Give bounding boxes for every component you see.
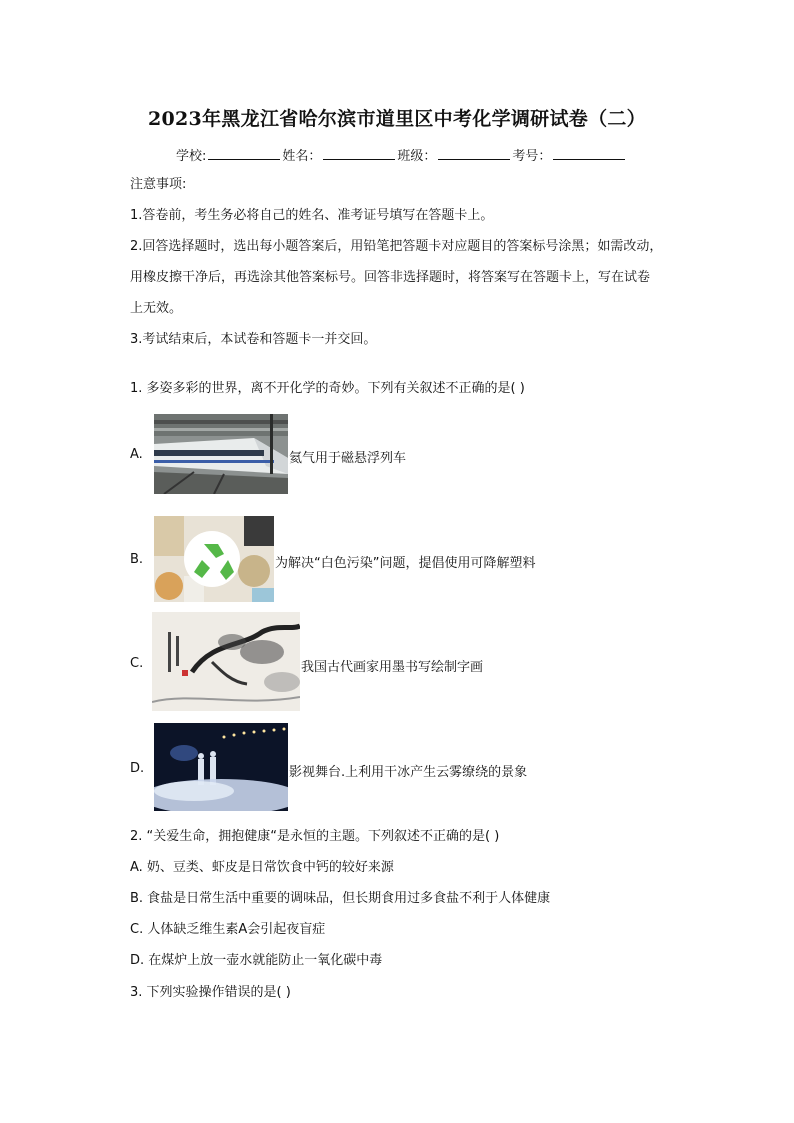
name-blank[interactable] (323, 148, 395, 160)
question-1-stem: 1. 多姿多彩的世界，离不开化学的奇妙。下列有关叙述不正确的是( ) (130, 381, 525, 396)
exam-no-blank[interactable] (553, 148, 625, 160)
q1-option-d-label: D. (130, 761, 145, 776)
notice-item: 3.考试结束后，本试卷和答题卡一并交回。 (130, 332, 377, 347)
q1-option-c-text: 我国古代画家用墨书写绘制字画 (301, 660, 484, 675)
maglev-train-image (154, 414, 288, 494)
class-blank[interactable] (438, 148, 510, 160)
recycling-image (154, 516, 274, 602)
exam-no-label: 考号： (512, 149, 552, 164)
school-blank[interactable] (208, 148, 280, 160)
q1-option-b-text: 为解决“白色污染”问题，提倡使用可降解塑料 (275, 556, 536, 571)
question-3-stem: 3. 下列实验操作错误的是( ) (130, 985, 291, 1000)
q1-option-a-text: 氦气用于磁悬浮列车 (289, 451, 407, 466)
name-label: 姓名： (282, 149, 322, 164)
page-title: 2023年黑龙江省哈尔滨市道里区中考化学调研试卷（二） (148, 108, 646, 130)
class-label: 班级： (397, 149, 437, 164)
notice-item: 上无效。 (130, 301, 183, 316)
q2-option-c: C. 人体缺乏维生素A会引起夜盲症 (130, 922, 326, 937)
q2-option-a: A. 奶、豆类、虾皮是日常饮食中钙的较好来源 (130, 860, 394, 875)
notice-item: 用橡皮擦干净后，再选涂其他答案标号。回答非选择题时，将答案写在答题卡上，写在试卷 (130, 270, 651, 285)
question-2-stem: 2. “关爱生命，拥抱健康“是永恒的主题。下列叙述不正确的是( ) (130, 829, 500, 844)
notice-item: 2.回答选择题时，选出每小题答案后，用铅笔把答题卡对应题目的答案标号涂黑；如需改动， (130, 239, 663, 254)
ink-painting-image (152, 612, 300, 711)
q2-option-d: D. 在煤炉上放一壶水就能防止一氧化碳中毒 (130, 953, 383, 968)
q1-option-c-label: C. (130, 656, 144, 671)
q1-option-b-label: B. (130, 552, 144, 567)
student-info-row (176, 145, 627, 164)
notice-heading: 注意事项: (130, 177, 187, 192)
notice-item: 1.答卷前，考生务必将自己的姓名、准考证号填写在答题卡上。 (130, 208, 494, 223)
q1-option-d-text: 影视舞台.上利用干冰产生云雾缭绕的景象 (289, 765, 528, 780)
school-label: 学校: (176, 149, 207, 164)
dry-ice-stage-image (154, 723, 288, 811)
q1-option-a-label: A. (130, 447, 143, 462)
q2-option-b: B. 食盐是日常生活中重要的调味品，但长期食用过多食盐不利于人体健康 (130, 891, 551, 906)
